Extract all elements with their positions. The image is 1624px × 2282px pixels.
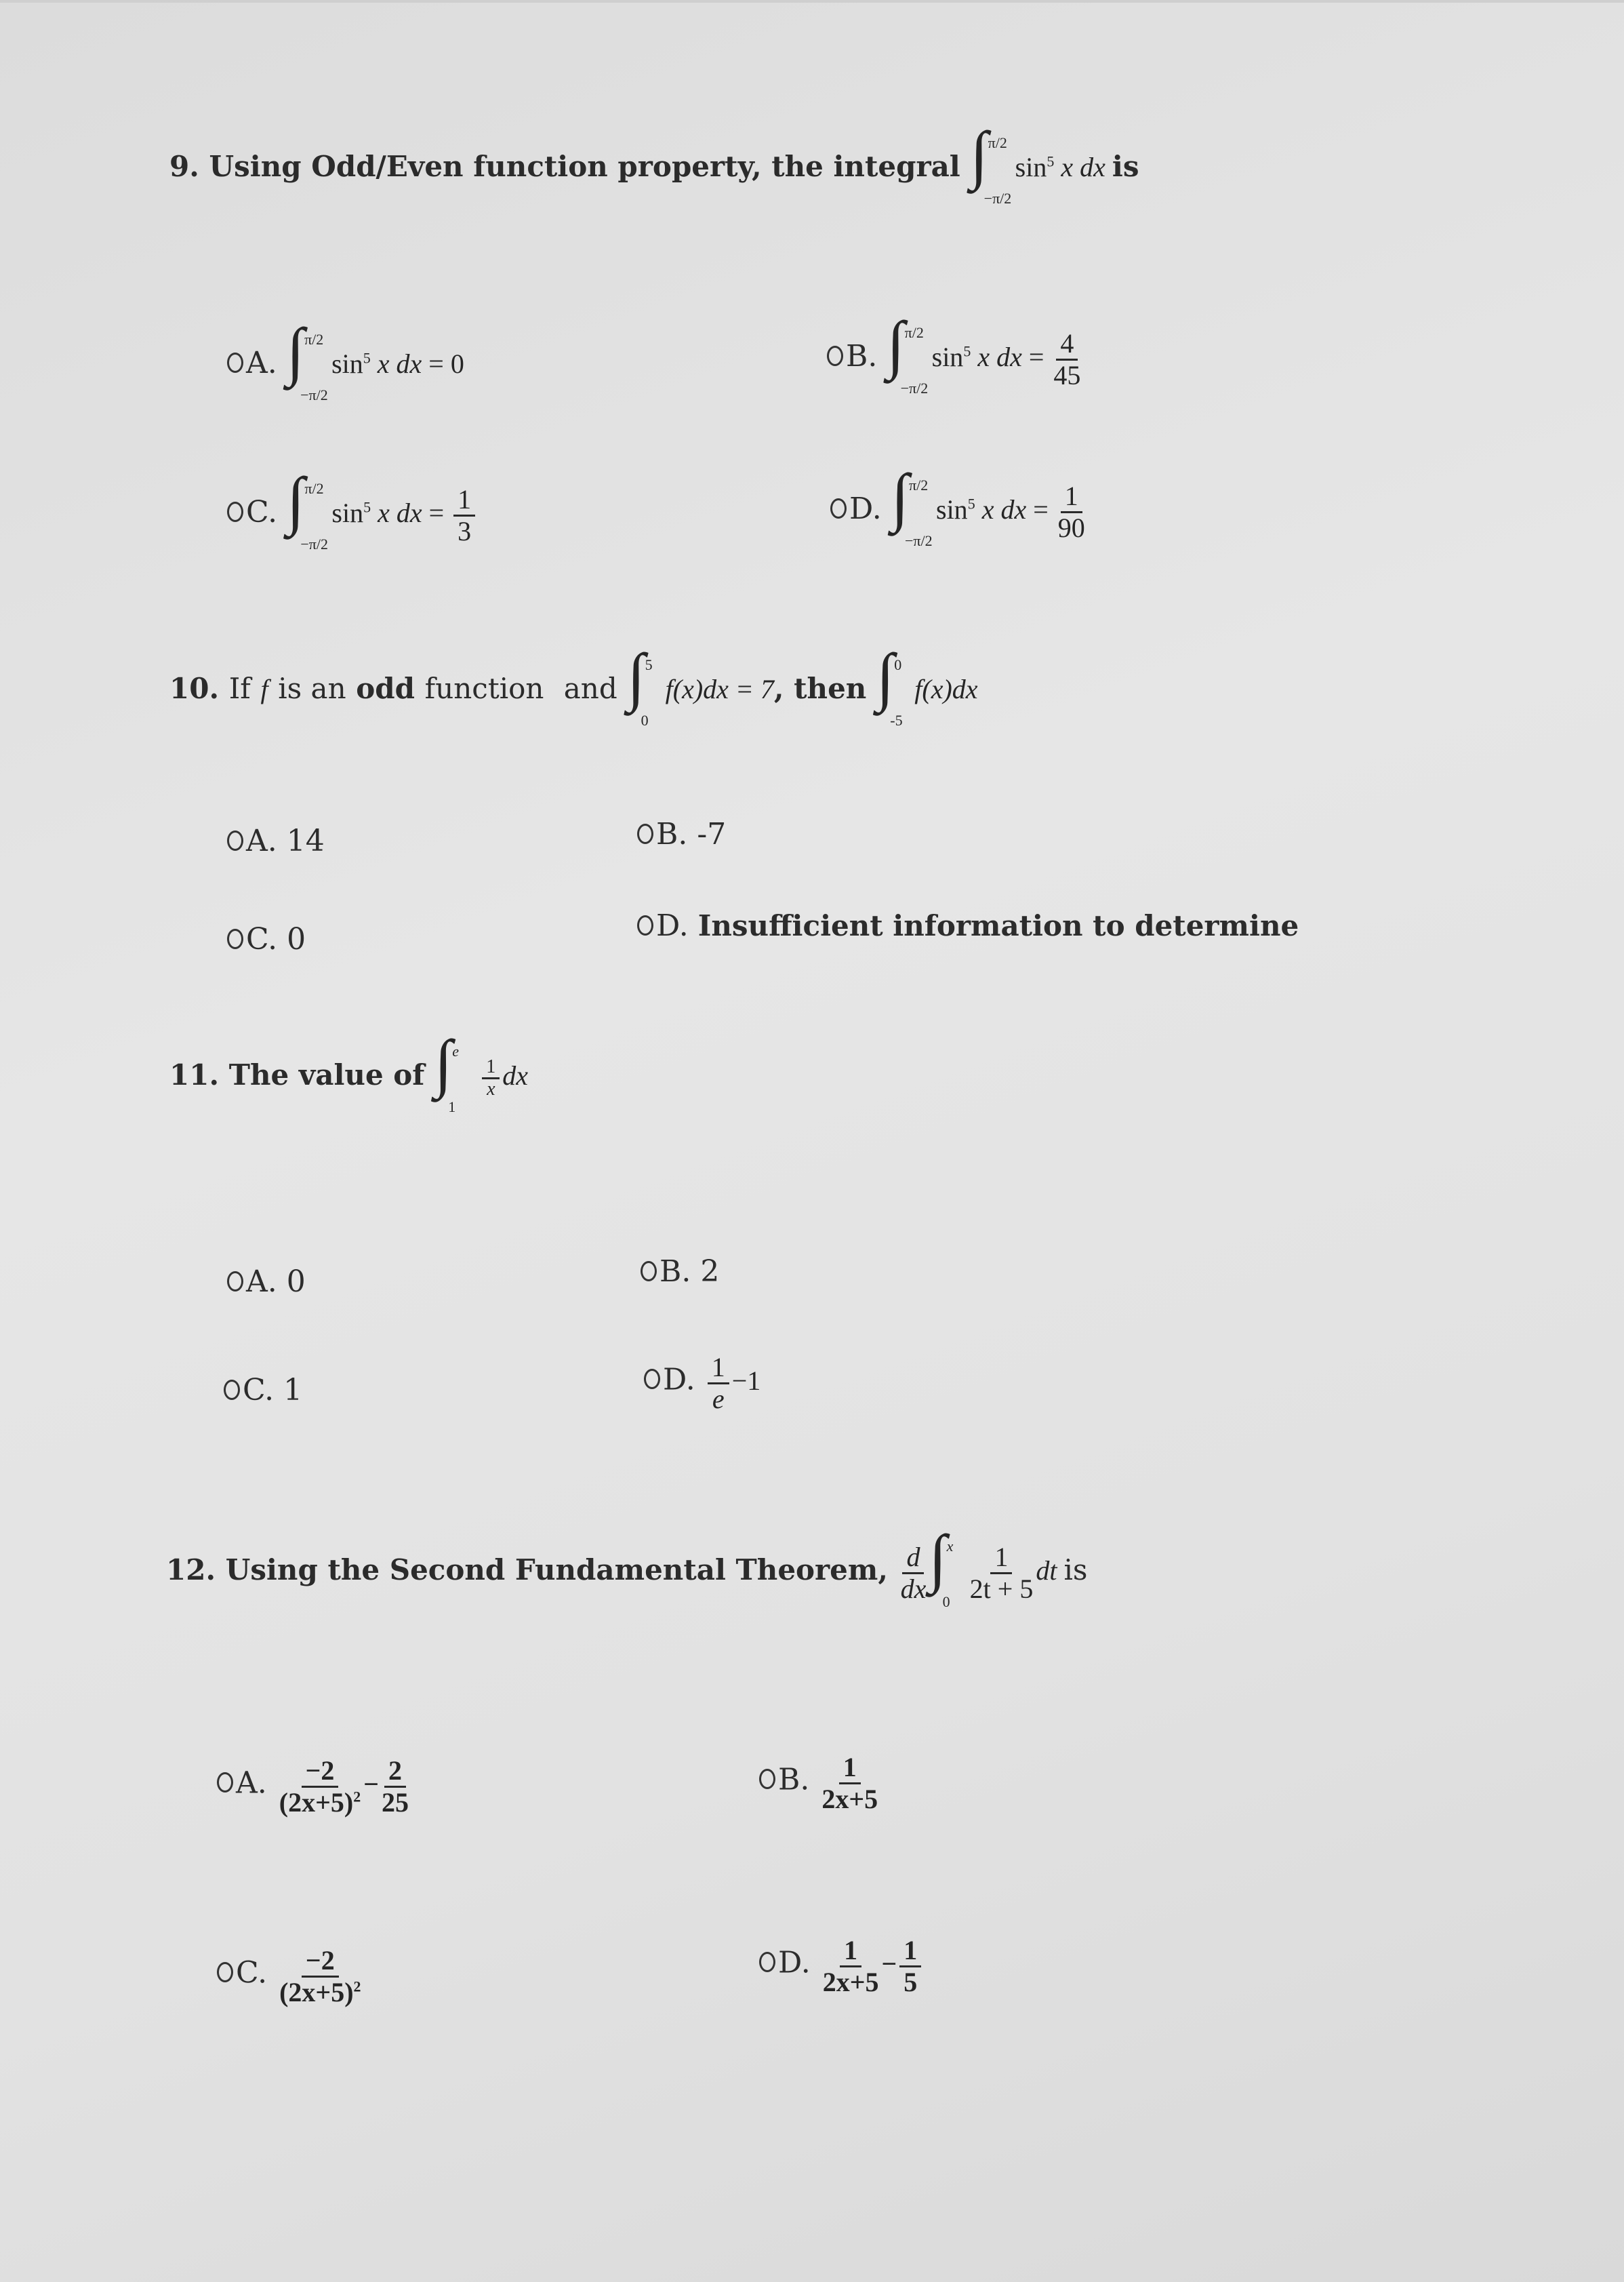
text-fragment: x dx (1061, 152, 1105, 182)
radio-button-icon[interactable] (644, 1369, 660, 1389)
radio-button-icon[interactable] (759, 1769, 775, 1789)
text-fragment: sin (931, 342, 964, 372)
text-fragment: is an (278, 672, 346, 705)
text-fragment: x (946, 1537, 954, 1555)
radio-button-icon[interactable] (227, 1271, 243, 1292)
text-fragment: f(x)dx (914, 674, 978, 704)
text-fragment: -7 (697, 817, 727, 852)
radio-button-icon[interactable] (759, 1952, 775, 1972)
text-fragment: 14 (286, 824, 325, 858)
text-fragment: D. (849, 492, 882, 526)
text-fragment: B. (656, 817, 688, 852)
radio-button-icon[interactable] (637, 824, 653, 844)
text-fragment: d (902, 1542, 924, 1574)
radio-button-icon[interactable] (217, 1962, 233, 1982)
text-fragment: −π/2 (983, 189, 1012, 207)
text-fragment: and (563, 672, 617, 705)
text-fragment: 0 (450, 348, 464, 379)
integral-sign-icon: ∫ (970, 118, 988, 191)
text-fragment: A. (246, 824, 277, 858)
text-fragment: , then (773, 672, 867, 705)
question-10-stem: 10. If f is an odd function and ∫ 5 0 f(x)dx = 7, then ∫ 0 -5 f(x)dx (169, 640, 978, 729)
text-fragment: 1 (708, 1353, 729, 1384)
text-fragment: C. (246, 495, 278, 529)
q9-option-a[interactable]: A. ∫ π/2 −π/2 $\sin^5 x$ dx = 0 (227, 319, 464, 397)
q9-option-b[interactable]: B. ∫ π/2 −π/2 $\sin^5 x$ dx = $\frac{4}{45}$ (827, 312, 1083, 391)
text-fragment: Insufficient information to determine (697, 909, 1299, 942)
text-fragment: 90 (1057, 513, 1085, 544)
text-fragment: e (452, 1042, 460, 1060)
q12-option-d[interactable] (759, 1936, 924, 1997)
text-fragment: π/2 (904, 323, 924, 341)
text-fragment: 4 (1056, 329, 1078, 361)
text-fragment: 5 (645, 656, 653, 673)
q10-option-c[interactable] (227, 922, 306, 957)
text-fragment: 3 (458, 516, 472, 547)
text-fragment: −2 (302, 1756, 339, 1788)
text-fragment: e (712, 1384, 725, 1414)
text-fragment: −π/2 (300, 535, 329, 553)
q12-option-b[interactable] (759, 1753, 880, 1814)
radio-button-icon[interactable] (224, 1380, 240, 1400)
radio-button-icon[interactable] (637, 915, 653, 936)
text-fragment: 1 (839, 1753, 861, 1784)
text-fragment: 11. (169, 1058, 220, 1092)
text-fragment: sin (331, 348, 363, 379)
radio-button-icon[interactable] (641, 1261, 657, 1281)
text-fragment: dx (900, 1574, 927, 1605)
question-12-stem: 12. Using the Second Fundamental Theorem, $\frac{d}{dx}$ ∫ x 0 $\frac{1}{2t + 5}$ dt is (166, 1521, 1088, 1610)
text-fragment: sin (1015, 152, 1047, 182)
text-fragment: 5 (363, 498, 371, 516)
question-number: 9. (169, 150, 199, 183)
text-fragment: C. (246, 922, 278, 957)
text-fragment: −π/2 (900, 379, 929, 397)
text-fragment: 5 (963, 342, 971, 360)
text-fragment: x dx (977, 342, 1022, 372)
text-fragment: (2x+5) (279, 1787, 354, 1818)
text-fragment: 1 (1061, 481, 1082, 513)
text-fragment: 10. (169, 672, 220, 705)
text-fragment: 25 (382, 1787, 409, 1818)
radio-button-icon[interactable] (227, 353, 243, 373)
text-fragment: x dx (377, 348, 422, 379)
text-fragment: -5 (890, 711, 903, 729)
text-fragment: dx (502, 1060, 529, 1091)
text-fragment: 0 (287, 922, 306, 957)
question-11-stem: 11. The value of ∫ e 1 $\frac{1}{x}$ dx (169, 1026, 529, 1115)
text-fragment: x dx (981, 494, 1027, 525)
radio-button-icon[interactable] (217, 1772, 233, 1793)
text-fragment: 0 (641, 711, 649, 729)
text-fragment: − (881, 1948, 897, 1979)
text-fragment: f (260, 674, 268, 704)
text-fragment: x (487, 1079, 495, 1100)
text-fragment: B. (659, 1254, 691, 1289)
text-fragment: A. (246, 1264, 277, 1299)
text-fragment: 1 (840, 1936, 861, 1967)
text-fragment: 5 (904, 1967, 918, 1997)
text-fragment: 0 (942, 1593, 950, 1610)
text-fragment: −1 (731, 1365, 761, 1396)
text-fragment: 2 (700, 1254, 720, 1289)
q9-option-d[interactable]: D. ∫ π/2 −π/2 $\sin^5 x$ dx = $\frac{1}{90}$ (830, 464, 1088, 543)
text-fragment: π/2 (304, 330, 324, 348)
text-fragment: −2 (302, 1946, 339, 1978)
text-fragment: function (424, 672, 544, 705)
text-fragment: 0 (894, 656, 902, 673)
text-fragment: 45 (1053, 360, 1081, 391)
text-fragment: D. (778, 1945, 811, 1980)
text-fragment: 1 (283, 1373, 303, 1407)
radio-button-icon[interactable] (227, 830, 243, 851)
q9-option-c[interactable]: C. ∫ π/2 −π/2 $\sin^5 x$ dx = $\frac{1}{3}$ (227, 468, 478, 546)
q11-option-a[interactable] (227, 1264, 306, 1299)
q10-option-a[interactable] (227, 824, 325, 858)
text-fragment: 12. (166, 1553, 216, 1586)
q11-option-c[interactable] (224, 1373, 302, 1407)
text-fragment: −π/2 (300, 386, 328, 403)
text-fragment: π/2 (909, 476, 929, 494)
text-fragment: 1 (990, 1542, 1012, 1574)
text-fragment: D. (656, 908, 689, 943)
text-fragment: 2t + 5 (969, 1574, 1034, 1605)
text-fragment: 0 (286, 1264, 306, 1299)
text-fragment: π/2 (988, 134, 1007, 151)
text-fragment: B. (846, 339, 878, 374)
text-fragment: If (228, 672, 251, 705)
text-fragment: 2 (353, 1788, 361, 1805)
text-fragment: A. (236, 1765, 267, 1801)
text-fragment: 1 (899, 1936, 921, 1967)
text-fragment: (2x+5) (279, 1977, 354, 2007)
text-fragment: π/2 (304, 479, 324, 497)
text-fragment: 2 (353, 1978, 361, 1995)
text-fragment: is (1063, 1553, 1088, 1586)
text-fragment: A. (246, 346, 277, 380)
text-fragment: f(x)dx = 7 (665, 674, 774, 704)
text-fragment: B. (778, 1762, 810, 1797)
text-fragment: sin (936, 494, 968, 525)
question-9-stem (169, 118, 1139, 207)
page-top-edge (0, 0, 1624, 3)
radio-button-icon[interactable] (827, 346, 843, 366)
text-fragment: 2x+5 (822, 1967, 879, 1997)
q11-option-b[interactable] (641, 1254, 719, 1289)
text-fragment: is (1112, 150, 1139, 183)
text-fragment: The value of (228, 1058, 425, 1092)
text-fragment: Using the Second Fundamental Theorem, (225, 1553, 888, 1586)
text-fragment: −π/2 (905, 532, 933, 549)
text-fragment: D. (663, 1362, 695, 1397)
text-fragment: 5 (967, 495, 975, 513)
text-fragment: 1 (482, 1057, 500, 1080)
text-fragment: x dx (378, 498, 422, 528)
text-fragment: 1 (448, 1098, 456, 1115)
text-fragment: − (363, 1768, 379, 1799)
text-fragment: C. (243, 1373, 275, 1407)
radio-button-icon[interactable] (830, 498, 847, 519)
text-fragment: C. (236, 1955, 268, 1990)
question-text: Using Odd/Even function property, the integral (209, 150, 960, 183)
text-fragment: dt (1036, 1555, 1057, 1586)
q12-option-a[interactable] (217, 1756, 411, 1818)
text-fragment: 5 (363, 349, 371, 367)
q12-option-c[interactable] (217, 1946, 364, 2007)
q10-option-b[interactable] (637, 817, 726, 852)
radio-button-icon[interactable] (227, 929, 243, 949)
text-fragment: 2x+5 (821, 1784, 878, 1814)
text-fragment: 1 (453, 485, 475, 517)
text-fragment: odd (356, 672, 415, 705)
q11-option-d[interactable] (644, 1353, 760, 1414)
q10-option-d[interactable] (637, 908, 1299, 943)
text-fragment: sin (331, 498, 364, 528)
text-fragment: 5 (1047, 153, 1055, 170)
radio-button-icon[interactable] (227, 502, 243, 522)
text-fragment: 2 (384, 1756, 406, 1788)
